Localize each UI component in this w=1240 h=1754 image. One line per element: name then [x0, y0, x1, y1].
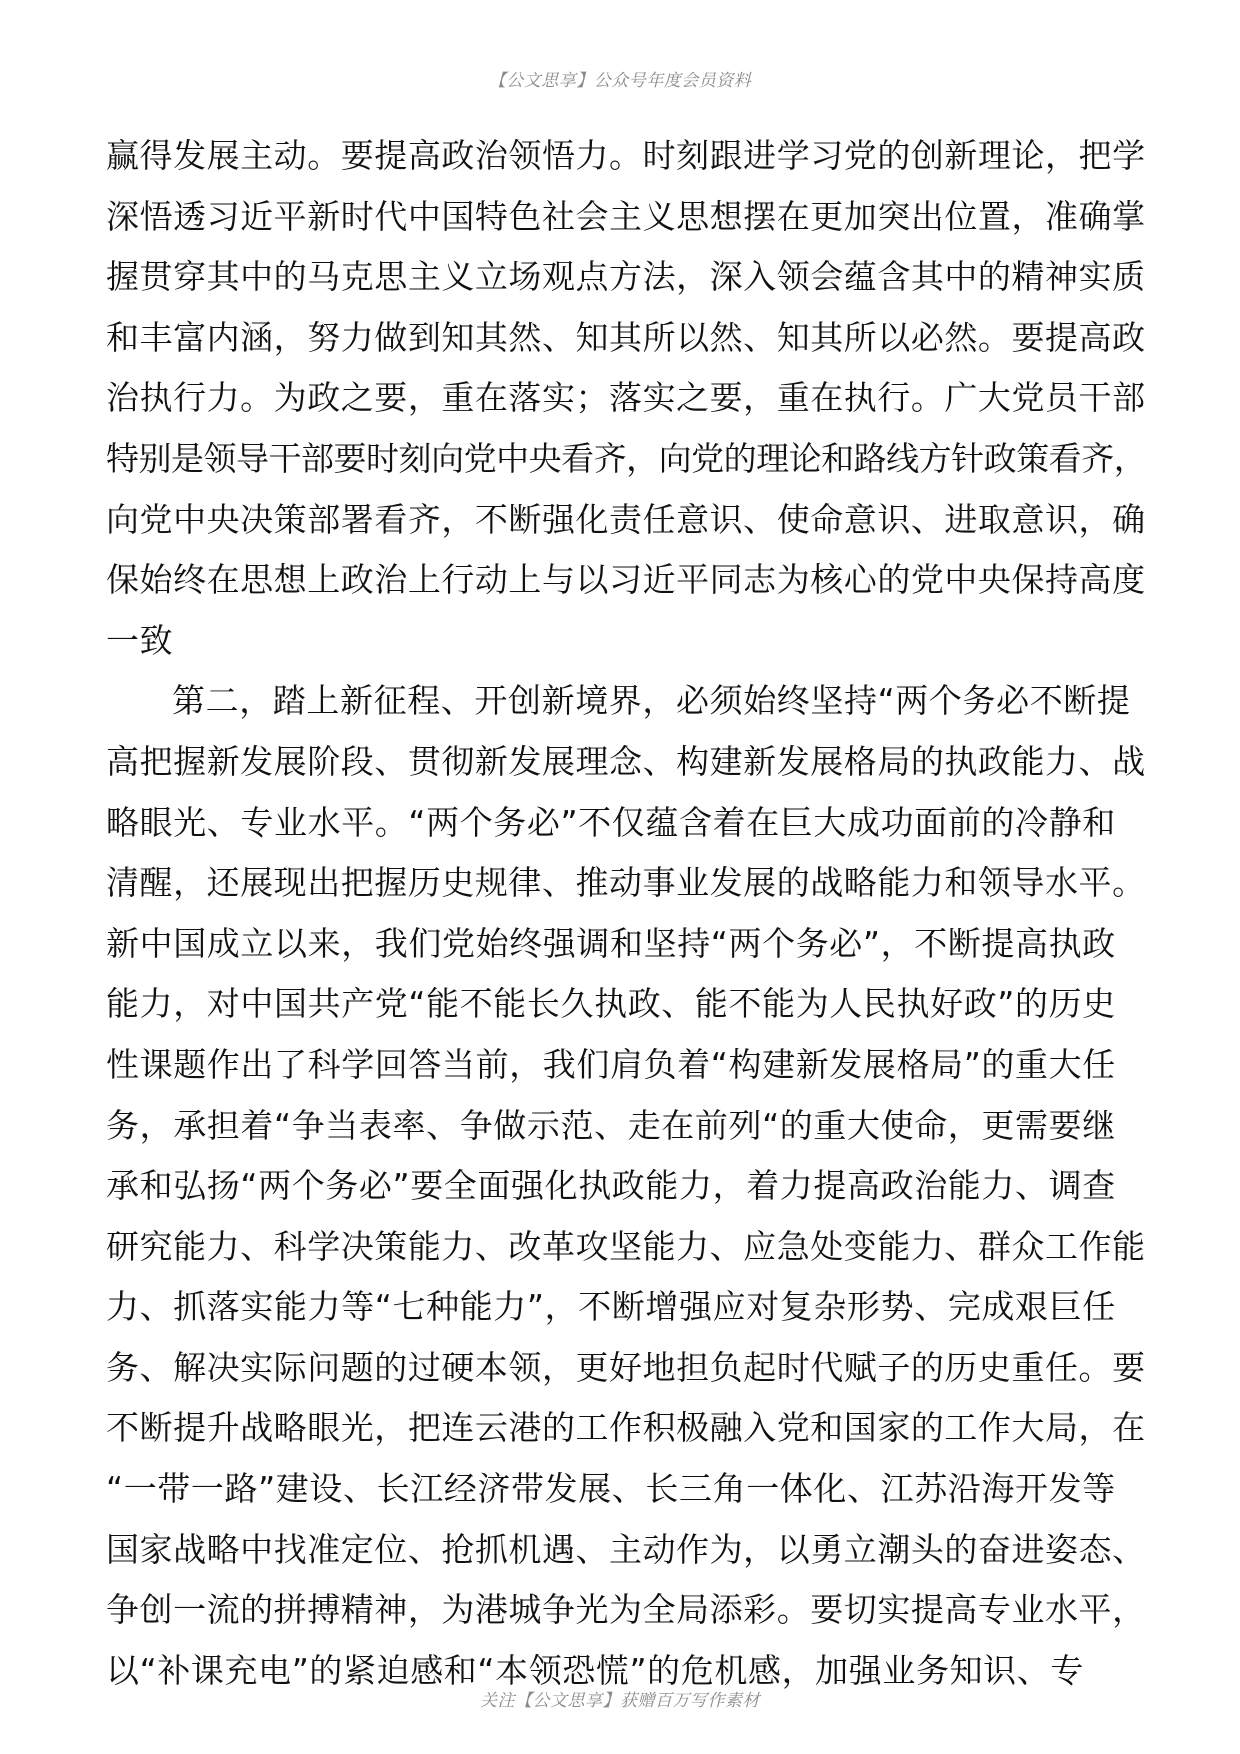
text-line: 能力，对中国共产党“能不能长久执政、能不能为人民执好政”的历史: [106, 984, 1116, 1024]
text-line: 以“补课充电”的紧迫感和“本领恐慌”的危机感，加强业务知识、专: [106, 1650, 1084, 1690]
text-line: 承和弘扬“两个务必”要全面强化执政能力，着力提高政治能力、调查: [106, 1166, 1116, 1206]
text-line: 清醒，还展现出把握历史规律、推动事业发展的战略能力和领导水平。: [106, 863, 1146, 903]
text-line: 深悟透习近平新时代中国特色社会主义思想摆在更加突出位置，准确掌: [106, 196, 1146, 236]
text-line: 特别是领导干部要时刻向党中央看齐，向党的理论和路线方针政策看齐，: [106, 438, 1147, 478]
text-line: 一致: [106, 620, 174, 660]
text-line: 研究能力、科学决策能力、改革攻坚能力、应急处变能力、群众工作能: [106, 1226, 1146, 1266]
text-line: 和丰富内涵，努力做到知其然、知其所以然、知其所以必然。要提高政: [106, 317, 1146, 357]
text-line: 务，承担着“争当表率、争做示范、走在前列“的重大使命，更需要继: [106, 1105, 1116, 1145]
text-line: 治执行力。为政之要，重在落实；落实之要，重在执行。广大党员干部: [106, 378, 1146, 418]
text-line: 力、抓落实能力等“七种能力”，不断增强应对复杂形势、完成艰巨任: [106, 1287, 1116, 1327]
document-body: [106, 126, 1146, 1701]
page-footer: 关注【公文思享】获赠百万写作素材: [480, 1691, 760, 1711]
text-line: 不断提升战略眼光，把连云港的工作积极融入党和国家的工作大局，在: [106, 1408, 1146, 1448]
text-line: 性课题作出了科学回答当前，我们肩负着“构建新发展格局”的重大任: [106, 1044, 1116, 1084]
text-line: “一带一路”建设、长江经济带发展、长三角一体化、江苏沿海开发等: [106, 1469, 1116, 1509]
text-line: 务、解决实际问题的过硬本领，更好地担负起时代赋子的历史重任。要: [106, 1347, 1146, 1387]
text-line: 略眼光、专业水平。“两个务必”不仅蕴含着在巨大成功面前的冷静和: [106, 802, 1116, 842]
text-line: 向党中央决策部署看齐，不断强化责任意识、使命意识、进取意识，确: [106, 499, 1146, 539]
text-line: 赢得发展主动。要提高政治领悟力。时刻跟进学习党的创新理论，把学: [106, 136, 1146, 175]
text-line: 保始终在思想上政治上行动上与以习近平同志为核心的党中央保持高度: [106, 560, 1146, 600]
text-line: 国家战略中找准定位、抢抓机遇、主动作为，以勇立潮头的奋进姿态、: [106, 1529, 1146, 1569]
text-line: 争创一流的拼搏精神，为港城争光为全局添彩。要切实提高专业水平，: [106, 1590, 1146, 1630]
page-header: 【公文思享】公众号年度会员资料: [488, 71, 752, 91]
text-line: 第二，踏上新征程、开创新境界，必须始终坚持“两个务必不断提: [172, 681, 1131, 721]
text-line: 高把握新发展阶段、贯彻新发展理念、构建新发展格局的执政能力、战: [106, 741, 1146, 781]
text-line: 新中国成立以来，我们党始终强调和坚持“两个务必”，不断提高执政: [106, 923, 1116, 963]
text-line: 握贯穿其中的马克思主义立场观点方法，深入领会蕴含其中的精神实质: [106, 257, 1146, 297]
